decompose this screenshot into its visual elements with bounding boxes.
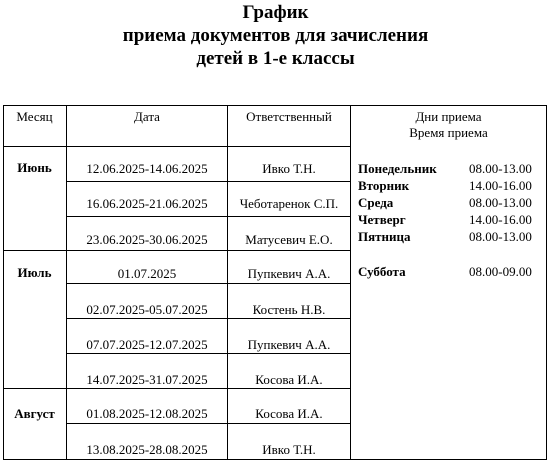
responsible-cell: Косова И.А. bbox=[255, 406, 323, 421]
table-border-top bbox=[3, 105, 547, 106]
document-subtitle-line-2: детей в 1-е классы bbox=[196, 48, 355, 69]
month-july: Июль bbox=[17, 265, 52, 280]
row-divider bbox=[66, 353, 351, 354]
schedule-time: 08.00-13.00 bbox=[469, 195, 532, 210]
schedule-time: 08.00-13.00 bbox=[469, 229, 532, 244]
date-cell: 16.06.2025-21.06.2025 bbox=[86, 196, 208, 211]
schedule-day: Суббота bbox=[358, 264, 406, 279]
table-border-right bbox=[546, 105, 547, 460]
row-divider bbox=[66, 318, 351, 319]
schedule-time: 08.00-13.00 bbox=[469, 161, 532, 176]
header-responsible: Ответственный bbox=[246, 109, 332, 124]
row-divider bbox=[66, 423, 351, 424]
header-divider bbox=[3, 146, 351, 147]
responsible-cell: Пупкевич А.А. bbox=[247, 337, 331, 352]
header-month: Месяц bbox=[16, 109, 53, 124]
row-divider bbox=[66, 283, 351, 284]
schedule-table bbox=[3, 105, 547, 460]
document-subtitle-line-1: приема документов для зачисления bbox=[122, 25, 429, 46]
header-date: Дата bbox=[134, 109, 160, 124]
date-cell: 07.07.2025-12.07.2025 bbox=[86, 337, 208, 352]
table-border-bottom bbox=[3, 459, 547, 460]
responsible-cell: Костень Н.В. bbox=[252, 302, 326, 317]
date-cell: 13.08.2025-28.08.2025 bbox=[86, 442, 208, 457]
schedule-time: 08.00-09.00 bbox=[469, 264, 532, 279]
date-cell: 12.06.2025-14.06.2025 bbox=[86, 161, 208, 176]
responsible-cell: Чеботаренок С.П. bbox=[239, 196, 339, 211]
schedule-day: Понедельник bbox=[358, 161, 437, 176]
date-cell: 02.07.2025-05.07.2025 bbox=[86, 302, 208, 317]
date-cell: 01.07.2025 bbox=[117, 266, 177, 281]
document-title: График bbox=[242, 2, 309, 23]
header-time: Время приема bbox=[409, 125, 488, 140]
date-cell: 01.08.2025-12.08.2025 bbox=[86, 406, 208, 421]
month-august: Август bbox=[14, 406, 55, 421]
responsible-cell: Ивко Т.Н. bbox=[262, 161, 316, 176]
row-divider bbox=[66, 181, 351, 182]
header-days: Дни приема bbox=[415, 109, 482, 124]
schedule-time: 14.00-16.00 bbox=[469, 212, 532, 227]
month-divider bbox=[3, 388, 351, 389]
month-june: Июнь bbox=[17, 160, 52, 175]
schedule-day: Пятница bbox=[358, 229, 411, 244]
month-divider bbox=[3, 250, 351, 251]
responsible-cell: Ивко Т.Н. bbox=[262, 442, 316, 457]
responsible-cell: Матусевич Е.О. bbox=[245, 232, 333, 247]
responsible-cell: Пупкевич А.А. bbox=[247, 266, 331, 281]
schedule-day: Четверг bbox=[358, 212, 406, 227]
date-cell: 23.06.2025-30.06.2025 bbox=[86, 232, 208, 247]
schedule-day: Среда bbox=[358, 195, 394, 210]
row-divider bbox=[66, 216, 351, 217]
schedule-time: 14.00-16.00 bbox=[469, 178, 532, 193]
responsible-cell: Косова И.А. bbox=[255, 372, 323, 387]
date-cell: 14.07.2025-31.07.2025 bbox=[86, 372, 208, 387]
schedule-day: Вторник bbox=[358, 178, 410, 193]
